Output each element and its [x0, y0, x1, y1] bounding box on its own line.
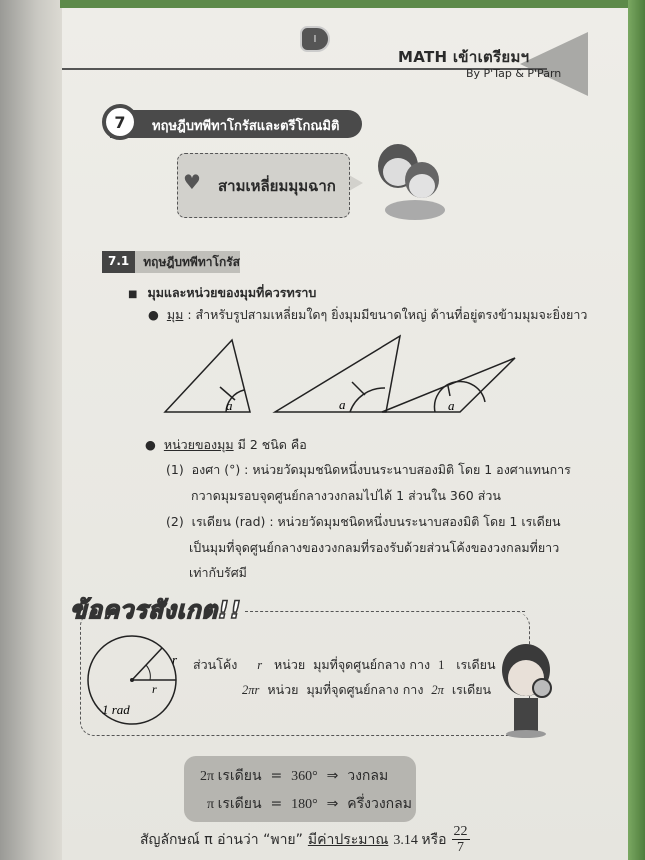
topic-heading: ■ มุมและหน่วยของมุมที่ควรทราบ: [128, 285, 317, 300]
pi-value: 3.14 หรือ: [393, 832, 447, 848]
radian-circle-diagram: [84, 630, 184, 730]
note-row-2: 2πr หน่วย มุมที่จุดศูนย์กลาง กาง 2π เรเดียน: [242, 682, 492, 697]
unit-radian: (2) เรเดียน (rad) : หน่วยวัดมุมชนิดหนึ่งบนระนาบสองมิติ โดย 1 เรเดียน: [166, 514, 561, 529]
angle-bullet: ● มุม : สำหรับรูปสามเหลี่ยมใดๆ ยิ่งมุมมีขนาดใหญ่ ด้านที่อยู่ตรงข้ามมุมจะยิ่งยาว: [148, 307, 588, 322]
triangle-medium: [275, 336, 400, 412]
chapter-title: ทฤษฎีบทพีทาโกรัสและตรีโกณมิติ: [110, 110, 362, 138]
pi-footnote: [140, 824, 470, 855]
note-row-1: ส่วนโค้ง r หน่วย มุมที่จุดศูนย์กลาง กาง 1 เรเดียน: [193, 657, 496, 672]
section-number: 7.1: [102, 251, 135, 273]
unit-radian-cont: เป็นมุมที่จุดศูนย์กลางของวงกลมที่รองรับด้วยส่วนโค้งของวงกลมที่ยาว: [189, 540, 560, 555]
note-title: ข้อควรสังเกต!!: [70, 596, 242, 624]
angle-label-1: a: [226, 398, 233, 413]
note-box-top: [245, 611, 525, 612]
book-authors: By P'Tap & P'Parn: [466, 67, 562, 80]
book-title: MATH เข้าเตรียมฯ: [398, 48, 530, 66]
one-rad-label: 1 rad: [102, 702, 130, 717]
angle-label-3: a: [448, 398, 455, 413]
formula-half-circle: π เรเดียน = 180° ⇒ ครึ่งวงกลม: [207, 796, 412, 812]
triangle-acute: [165, 340, 250, 412]
triangles-diagram: [160, 330, 530, 420]
chapter-number: 7: [102, 104, 138, 140]
book-binding: [0, 0, 62, 860]
header-triangle: [520, 32, 588, 96]
pi-footnote-text: สัญลักษณ์ π อ่านว่า “พาย”: [140, 831, 303, 848]
unit-degree-cont: กวาดมุมรอบจุดศูนย์กลางวงกลมไปได้ 1 ส่วนใน 360 ส่วน: [191, 488, 501, 503]
fraction-numerator: 22: [453, 824, 468, 839]
inner-radius-label: r: [152, 682, 157, 696]
formula-circle: 2π เรเดียน = 360° ⇒ วงกลม: [200, 768, 389, 784]
heart-icon: ♥: [183, 170, 201, 194]
pi-approx-label: มีค่าประมาณ: [307, 831, 389, 848]
background-edge: [628, 0, 645, 860]
bubble-text: สามเหลี่ยมมุมฉาก: [218, 176, 336, 195]
section-title: ทฤษฎีบทพีทาโกรัส: [143, 254, 240, 269]
section-heading: [102, 251, 240, 273]
units-bullet: ● หน่วยของมุม มี 2 ชนิด คือ: [145, 437, 307, 452]
unit-degree: (1) องศา (°) : หน่วยวัดมุมชนิดหนึ่งบนระนาบสองมิติ โดย 1 องศาแทนการ: [166, 462, 571, 477]
unit-radian-cont: เท่ากับรัศมี: [189, 565, 247, 580]
fraction-denominator: 7: [457, 840, 465, 855]
page-marker-icon: I: [300, 26, 330, 52]
cartoon-characters: [360, 128, 460, 223]
speech-bubble: [177, 153, 350, 218]
angle-label-2: a: [339, 397, 346, 412]
cartoon-detective: [498, 640, 556, 740]
fraction: [452, 824, 470, 855]
radius-label: r: [172, 652, 178, 667]
background-edge: [60, 0, 645, 8]
